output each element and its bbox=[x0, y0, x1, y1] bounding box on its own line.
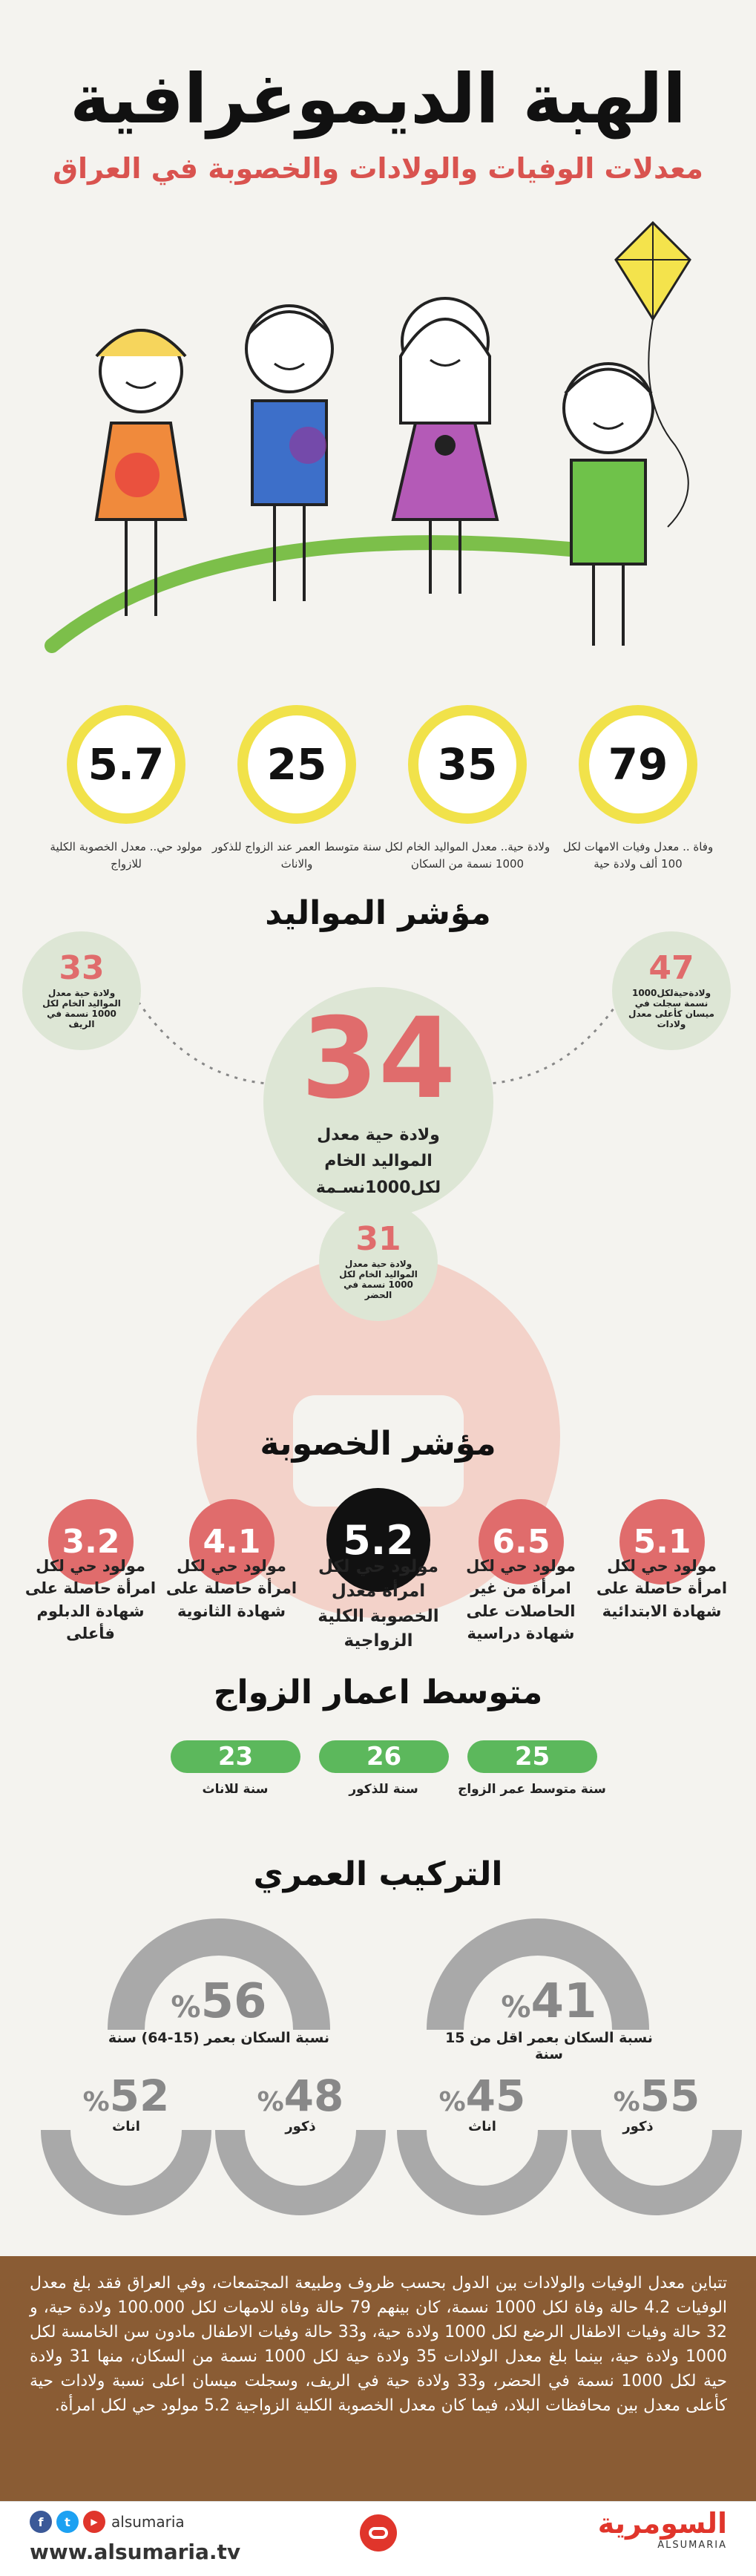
grass-arc bbox=[52, 543, 638, 646]
brand-arabic: السومرية bbox=[597, 2507, 727, 2540]
marriage-caption: سنة للاناث bbox=[202, 1782, 269, 1797]
fertility-heading: مؤشر الخصوبة bbox=[260, 1425, 496, 1463]
age-working-value: %56 bbox=[171, 1974, 267, 2029]
page-subtitle: معدلات الوفيات والولادات والخصوبة في العراق bbox=[53, 152, 703, 185]
website-link[interactable]: www.alsumaria.tv bbox=[30, 2540, 241, 2564]
births-rural-bubble: 33 ولادة حية معدل المواليد الخام لكل 1000 نسمة في الريف bbox=[22, 931, 141, 1050]
stat-circle: 25 bbox=[237, 705, 356, 824]
stat-caption: وفاة .. معدل وفيات الامهات لكل 100 ألف ولادة حية bbox=[562, 840, 714, 871]
facebook-icon[interactable]: f bbox=[30, 2511, 52, 2533]
age-working-male-caption: ذكور bbox=[285, 2119, 316, 2134]
stat-circle: 35 bbox=[408, 705, 527, 824]
marriage-caption: سنة للذكور bbox=[349, 1782, 418, 1797]
age-under15-male-caption: ذكور bbox=[622, 2119, 654, 2134]
fertility-circle: 6.5 bbox=[479, 1499, 564, 1584]
fertility-circle: 5.1 bbox=[619, 1499, 705, 1584]
marriage-pill: 26 bbox=[319, 1740, 449, 1773]
age-under15-female-value: %45 bbox=[438, 2071, 526, 2121]
fertility-caption: مولود حي لكل امرأة حاصلة على شهادة الدبلوم فأعلى bbox=[24, 1557, 157, 1643]
age-under15-male-value: %55 bbox=[613, 2071, 700, 2121]
channel-logo-icon bbox=[360, 2514, 397, 2552]
age-working-female-value: %52 bbox=[82, 2071, 170, 2121]
births-main-bubble: 34 ولادة حية معدل المواليد الخام لكل1000نسـمة bbox=[263, 987, 493, 1217]
stat-circle: 79 bbox=[579, 705, 697, 824]
age-working-male-value: %48 bbox=[257, 2071, 344, 2121]
age-under15-female-caption: اناث bbox=[468, 2119, 496, 2134]
fertility-circle-main: 5.2 bbox=[326, 1488, 430, 1592]
age-top-rings bbox=[0, 1918, 756, 2030]
age-working-female-caption: اناث bbox=[112, 2119, 140, 2134]
social-handle: alsumaria bbox=[111, 2513, 185, 2531]
page-title: الهبة الديموغرافية bbox=[70, 59, 686, 139]
fertility-caption: مولود حي لكل امرأة من غير الحاصلات على شهادة دراسية bbox=[466, 1557, 576, 1643]
births-urban-bubble: 31 ولادة حية معدل المواليد الخام لكل 1000 نسمة في الحضر bbox=[319, 1202, 438, 1321]
fertility-caption: مولود حي لكل امرأة حاصلة على شهادة الابتدائية bbox=[596, 1557, 728, 1620]
age-heading: التركيب العمري bbox=[253, 1855, 503, 1893]
stat-caption: ولادة حية.. معدل المواليد الخام لكل 1000 نسمة من السكان bbox=[384, 840, 550, 871]
brand-latin: ALSUMARIA bbox=[657, 2540, 727, 2551]
youtube-icon[interactable]: ▶ bbox=[83, 2511, 105, 2533]
boy-figure bbox=[564, 364, 653, 646]
fertility-circle: 4.1 bbox=[189, 1499, 275, 1584]
marriage-caption: سنة متوسط عمر الزواج bbox=[458, 1782, 606, 1797]
marriage-pill: 23 bbox=[171, 1740, 300, 1773]
stat-caption: سنة متوسط العمر عند الزواج للذكور والاناث bbox=[211, 840, 382, 871]
children-illustration bbox=[0, 208, 756, 661]
marriage-pill: 25 bbox=[467, 1740, 597, 1773]
marriage-heading: متوسط اعمار الزواج bbox=[213, 1674, 543, 1711]
stat-caption: مولود حي.. معدل الخصوبة الكلية للازواج bbox=[50, 840, 203, 871]
age-under15-caption: نسبة السكان بعمر اقل من 15 سنة bbox=[445, 2030, 653, 2062]
fertility-caption: مولود حي لكل امرأة معدل الخصوبة الكلية الزواجية bbox=[318, 1557, 439, 1651]
twitter-icon[interactable]: t bbox=[56, 2511, 79, 2533]
age-working-caption: نسبة السكان بعمر (15-64) سنة bbox=[108, 2030, 330, 2046]
births-maysan-bubble: 47 ولادةحيةلكل1000 نسمة سجلت في ميسان كأعلى معدل ولادات bbox=[612, 931, 731, 1050]
births-heading: مؤشر المواليد bbox=[265, 894, 491, 932]
fertility-caption: مولود حي لكل امرأة حاصلة على شهادة الثانوية bbox=[165, 1557, 298, 1620]
social-icons bbox=[30, 2511, 105, 2533]
age-bottom-rings bbox=[0, 2130, 756, 2226]
footer-summary: تتباين معدل الوفيات والولادات بين الدول بحسب ظروف وطبيعة المجتمعات، وفي العراق فقد بلغ معدل الوفيات 4.2 حالة وفاة لكل 1000 نسمة، كان بينهم 79 حالة وفاة للامهات لكل 100.000 ولادة حية، و 32 حالة وفيات الاطفال الرضع لكل 1000 ولادة حية، و33 حالة وفيات الاطفال مادون سن الخامسة لكل 1000 ولادة حية، بينما بلغ معدل الولادات 35 ولادة حية لكل 1000 نسمة من السكان، منها 31 ولادة حية لكل 1000 نسمة في الحضر، و33 ولادة حية في الريف، وسجلت ميسان اعلى نسبة ولادات حية كأعلى معدل بين محافظات البلاد، فيما كان معدل الخصوبة الكلية الزواجية 5.2 مولود حي لكل امرأة. bbox=[30, 2274, 728, 2415]
age-under15-value: %41 bbox=[501, 1974, 597, 2029]
fertility-circle: 3.2 bbox=[48, 1499, 134, 1584]
brand-logo bbox=[579, 2507, 727, 2551]
stat-circle: 5.7 bbox=[67, 705, 185, 824]
